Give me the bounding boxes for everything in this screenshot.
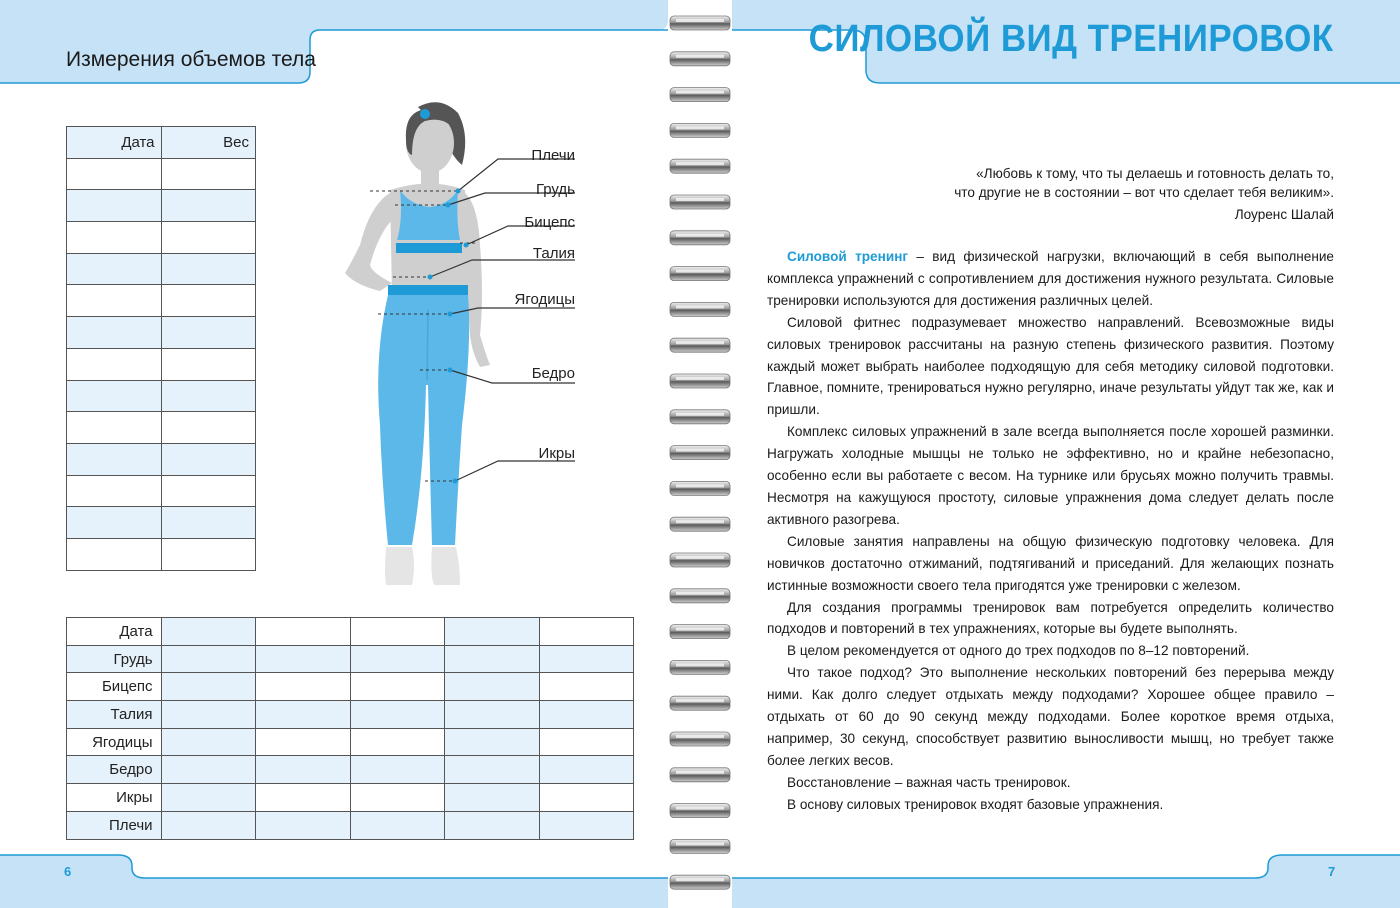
paragraph: В основу силовых тренировок входят базовые упражнения. xyxy=(787,796,1164,812)
table-row xyxy=(67,811,634,839)
measurements-table xyxy=(66,617,634,840)
value-cell[interactable] xyxy=(445,701,539,729)
weight-cell[interactable] xyxy=(161,412,255,444)
weight-table-header-weight: Вес xyxy=(161,127,255,159)
table-row xyxy=(67,348,256,380)
spiral-ring xyxy=(670,338,730,352)
value-cell[interactable] xyxy=(350,701,444,729)
row-label-biceps: Бицепс xyxy=(67,673,162,701)
value-cell[interactable] xyxy=(256,728,350,756)
paragraph: Что такое подход? Это выполнение нескольких повторений без перерыва между ними. Как долго следует отдыхать между подходами? Хорошее общее правило – отдыхать от 60 до 90 секунд между подходами. Более короткое время отдыха, например, 30 секунд, способствует развитию выносливости мышц, но требует также более легких весов. xyxy=(767,665,1334,768)
row-label-chest: Грудь xyxy=(67,645,162,673)
spiral-ring xyxy=(670,481,730,495)
weight-table-header-date: Дата xyxy=(67,127,162,159)
spiral-ring xyxy=(670,660,730,674)
spiral-binding xyxy=(668,10,732,908)
date-cell[interactable] xyxy=(67,222,162,254)
body-measurement-figure xyxy=(300,95,600,595)
weight-cell[interactable] xyxy=(161,348,255,380)
row-label-shoulders: Плечи xyxy=(67,811,162,839)
value-cell[interactable] xyxy=(539,756,634,784)
weight-cell[interactable] xyxy=(161,507,255,539)
weight-table xyxy=(66,126,256,571)
value-cell[interactable] xyxy=(539,645,634,673)
spiral-ring-highlight xyxy=(676,270,724,273)
label-chest: Грудь xyxy=(535,181,575,198)
value-cell[interactable] xyxy=(256,701,350,729)
spiral-ring xyxy=(670,374,730,388)
value-cell[interactable] xyxy=(161,645,255,673)
lead-term: Силовой тренинг xyxy=(787,249,909,264)
weight-cell[interactable] xyxy=(161,190,255,222)
date-cell[interactable] xyxy=(67,412,162,444)
date-cell[interactable] xyxy=(67,158,162,190)
spiral-ring xyxy=(670,302,730,316)
spiral-ring-highlight xyxy=(676,449,724,452)
table-row xyxy=(67,222,256,254)
table-row xyxy=(67,784,634,812)
spiral-ring-highlight xyxy=(676,234,724,237)
value-cell[interactable] xyxy=(350,784,444,812)
table-row xyxy=(67,317,256,349)
weight-cell[interactable] xyxy=(161,443,255,475)
quote-author: Лоуренс Шалай xyxy=(1234,207,1334,222)
value-cell[interactable] xyxy=(161,701,255,729)
spiral-ring xyxy=(670,410,730,424)
spiral-ring-highlight xyxy=(676,484,724,487)
value-cell[interactable] xyxy=(350,728,444,756)
weight-cell[interactable] xyxy=(161,538,255,570)
table-row xyxy=(67,756,634,784)
date-cell[interactable] xyxy=(67,507,162,539)
quote-line-1: «Любовь к тому, что ты делаешь и готовность делать то, xyxy=(976,166,1334,181)
spiral-ring-highlight xyxy=(676,341,724,344)
spiral-ring-highlight xyxy=(676,842,724,845)
date-cell[interactable] xyxy=(67,380,162,412)
value-cell[interactable] xyxy=(539,618,634,646)
paragraph: Для создания программы тренировок вам потребуется определить количество подходов и повторений в тех упражнениях, которые вы будете выполнять. xyxy=(767,599,1334,637)
value-cell[interactable] xyxy=(445,784,539,812)
spiral-ring xyxy=(670,625,730,639)
label-calves: Икры xyxy=(538,445,575,462)
spiral-ring xyxy=(670,16,730,30)
spiral-ring xyxy=(670,553,730,567)
value-cell[interactable] xyxy=(445,811,539,839)
spiral-ring-highlight xyxy=(676,735,724,738)
value-cell[interactable] xyxy=(539,701,634,729)
value-cell[interactable] xyxy=(445,618,539,646)
spiral-ring-highlight xyxy=(676,413,724,416)
spiral-ring-highlight xyxy=(676,556,724,559)
value-cell[interactable] xyxy=(256,673,350,701)
table-row xyxy=(67,190,256,222)
paragraph: Силовой фитнес подразумевает множество направлений. Всевозможные виды силовых тренировок рассчитаны на разную степень физического развития. Поэтому каждый может выбрать наиболее подходящую для себя методику силовой подготовки. Главное, помните, тренироваться нужно регулярно, иначе результаты уйдут так же, как и пришли. xyxy=(767,314,1334,418)
date-cell[interactable] xyxy=(67,190,162,222)
weight-table-header xyxy=(67,127,256,159)
value-cell[interactable] xyxy=(445,673,539,701)
value-cell[interactable] xyxy=(350,618,444,646)
spiral-ring-highlight xyxy=(676,162,724,165)
table-row xyxy=(67,158,256,190)
weight-cell[interactable] xyxy=(161,317,255,349)
spiral-ring xyxy=(670,732,730,746)
date-cell[interactable] xyxy=(67,443,162,475)
table-row xyxy=(67,285,256,317)
date-cell[interactable] xyxy=(67,285,162,317)
row-label-glutes: Ягодицы xyxy=(67,728,162,756)
paragraph: Силовые занятия направлены на общую физическую подготовку человека. Для новичков достаточно отжиманий, подтягиваний и приседаний. Для желающих познать истинные возможности своего тела пригодятся уже тренировки с железом. xyxy=(767,533,1334,593)
spiral-ring xyxy=(670,875,730,889)
paragraph-1-text: – вид физической нагрузки, включающий в себя выполнение комплекса упражнений с сопротивлением для достижения нужного результата. Силовые тренировки используются для достижения различных целей. xyxy=(767,249,1334,308)
value-cell[interactable] xyxy=(350,645,444,673)
value-cell[interactable] xyxy=(539,811,634,839)
spiral-ring xyxy=(670,52,730,66)
table-row xyxy=(67,538,256,570)
spiral-ring-highlight xyxy=(676,520,724,523)
table-row xyxy=(67,443,256,475)
label-shoulders: Плечи xyxy=(531,147,575,164)
label-thigh: Бедро xyxy=(531,365,575,382)
paragraph: Комплекс силовых упражнений в зале всегда выполняется после хорошей разминки. Нагружать холодные мышцы не только не эффективно, но и крайне небезопасно, особенно если вы работаете с весом. На турнике или брусьях можно получить травмы. Несмотря на кажущуюся простоту, силовые упражнения дома следует делать после активного разогрева. xyxy=(767,424,1334,527)
table-row xyxy=(67,701,634,729)
value-cell[interactable] xyxy=(161,811,255,839)
table-row xyxy=(67,673,634,701)
value-cell[interactable] xyxy=(539,673,634,701)
value-cell[interactable] xyxy=(161,728,255,756)
date-cell[interactable] xyxy=(67,538,162,570)
value-cell[interactable] xyxy=(256,756,350,784)
spiral-ring xyxy=(670,195,730,209)
value-cell[interactable] xyxy=(350,673,444,701)
value-cell[interactable] xyxy=(256,784,350,812)
label-glutes: Ягодицы xyxy=(514,291,575,308)
spiral-ring-highlight xyxy=(676,126,724,129)
value-cell[interactable] xyxy=(256,645,350,673)
paragraph: В целом рекомендуется от одного до трех подходов по 8–12 повторений. xyxy=(787,643,1250,659)
value-cell[interactable] xyxy=(539,728,634,756)
paragraph: Восстановление – важная часть тренировок. xyxy=(787,774,1071,790)
date-cell[interactable] xyxy=(67,475,162,507)
table-row xyxy=(67,253,256,285)
spiral-ring xyxy=(670,123,730,137)
weight-cell[interactable] xyxy=(161,285,255,317)
spiral-ring xyxy=(670,517,730,531)
row-label-thigh: Бедро xyxy=(67,756,162,784)
spiral-ring-highlight xyxy=(676,55,724,58)
value-cell[interactable] xyxy=(445,756,539,784)
value-cell[interactable] xyxy=(539,784,634,812)
table-row xyxy=(67,645,634,673)
value-cell[interactable] xyxy=(350,811,444,839)
value-cell[interactable] xyxy=(161,756,255,784)
date-cell[interactable] xyxy=(67,317,162,349)
value-cell[interactable] xyxy=(256,618,350,646)
value-cell[interactable] xyxy=(350,756,444,784)
spiral-ring-highlight xyxy=(676,305,724,308)
weight-cell[interactable] xyxy=(161,475,255,507)
page-number-right: 7 xyxy=(1328,864,1336,879)
weight-cell[interactable] xyxy=(161,380,255,412)
spiral-ring-highlight xyxy=(676,19,724,22)
spiral-ring xyxy=(670,804,730,818)
left-page-header: Измерения объемов тела xyxy=(66,48,316,71)
date-cell[interactable] xyxy=(67,348,162,380)
value-cell[interactable] xyxy=(445,728,539,756)
table-row xyxy=(67,380,256,412)
value-cell[interactable] xyxy=(161,784,255,812)
table-row xyxy=(67,728,634,756)
spiral-ring-highlight xyxy=(676,628,724,631)
label-biceps: Бицепс xyxy=(524,214,575,231)
quote-line-2: что другие не в состоянии – вот что сделает тебя великим». xyxy=(954,185,1334,200)
spiral-ring xyxy=(670,88,730,102)
spiral-ring-highlight xyxy=(676,771,724,774)
spiral-ring xyxy=(670,696,730,710)
date-cell[interactable] xyxy=(67,253,162,285)
spiral-ring-highlight xyxy=(676,377,724,380)
page-number-left: 6 xyxy=(64,864,72,879)
value-cell[interactable] xyxy=(445,645,539,673)
right-page-title: СИЛОВОЙ ВИД ТРЕНИРОВОК xyxy=(809,18,1334,60)
weight-cell[interactable] xyxy=(161,158,255,190)
row-label-calves: Икры xyxy=(67,784,162,812)
spiral-ring xyxy=(670,446,730,460)
table-row xyxy=(67,618,634,646)
row-label-date: Дата xyxy=(67,618,162,646)
spiral-ring-highlight xyxy=(676,807,724,810)
weight-cell[interactable] xyxy=(161,222,255,254)
woman-silhouette-illustration xyxy=(300,95,600,595)
article-body xyxy=(767,246,1334,816)
label-waist: Талия xyxy=(532,245,575,262)
value-cell[interactable] xyxy=(161,618,255,646)
spiral-ring xyxy=(670,231,730,245)
table-row xyxy=(67,475,256,507)
weight-cell[interactable] xyxy=(161,253,255,285)
spiral-ring xyxy=(670,589,730,603)
spiral-ring-highlight xyxy=(676,663,724,666)
spiral-ring xyxy=(670,768,730,782)
spiral-ring xyxy=(670,839,730,853)
paragraph-1 xyxy=(767,246,1334,312)
spiral-ring xyxy=(670,267,730,281)
epigraph-quote xyxy=(874,164,1334,224)
table-row xyxy=(67,412,256,444)
spiral-ring xyxy=(670,159,730,173)
spiral-ring-highlight xyxy=(676,878,724,881)
spiral-ring-highlight xyxy=(676,198,724,201)
table-row xyxy=(67,507,256,539)
spiral-ring-highlight xyxy=(676,699,724,702)
value-cell[interactable] xyxy=(161,673,255,701)
spiral-ring-highlight xyxy=(676,592,724,595)
value-cell[interactable] xyxy=(256,811,350,839)
row-label-waist: Талия xyxy=(67,701,162,729)
spiral-ring-highlight xyxy=(676,91,724,94)
